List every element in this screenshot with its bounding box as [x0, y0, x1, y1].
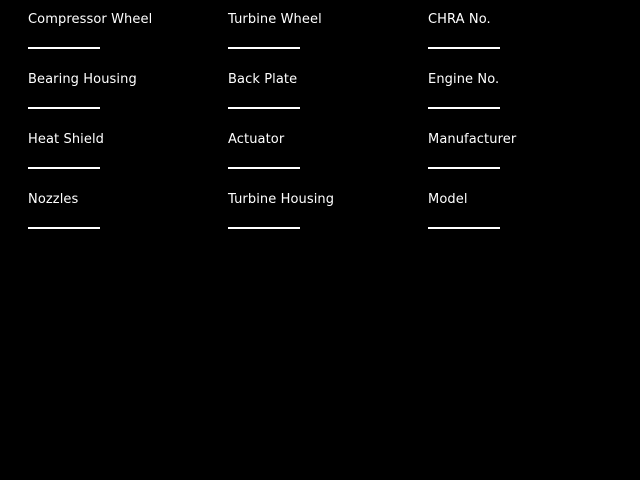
field-model[interactable] — [428, 192, 628, 252]
field-label: CHRA No. — [428, 12, 491, 27]
field-label: Compressor Wheel — [28, 12, 153, 27]
field-label: Turbine Wheel — [228, 12, 322, 27]
field-input-underline[interactable] — [428, 107, 500, 109]
field-input-underline[interactable] — [428, 167, 500, 169]
field-input-underline[interactable] — [28, 107, 100, 109]
field-label: Heat Shield — [28, 132, 105, 147]
field-input-underline[interactable] — [228, 227, 300, 229]
field-back-plate[interactable] — [228, 72, 428, 132]
field-actuator[interactable] — [228, 132, 428, 192]
field-compressor-wheel[interactable] — [28, 12, 228, 72]
field-input-underline[interactable] — [228, 107, 300, 109]
field-input-underline[interactable] — [228, 47, 300, 49]
field-input-underline[interactable] — [428, 227, 500, 229]
field-turbine-housing[interactable] — [228, 192, 428, 252]
field-label: Actuator — [228, 132, 285, 147]
field-nozzles[interactable] — [28, 192, 228, 252]
field-manufacturer[interactable] — [428, 132, 628, 192]
field-grid — [0, 12, 640, 252]
field-label: Manufacturer — [428, 132, 517, 147]
field-label: Bearing Housing — [28, 72, 137, 87]
field-input-underline[interactable] — [428, 47, 500, 49]
field-turbine-wheel[interactable] — [228, 12, 428, 72]
field-engine-no[interactable] — [428, 72, 628, 132]
field-label: Model — [428, 192, 468, 207]
field-chra-no[interactable] — [428, 12, 628, 72]
field-label: Back Plate — [228, 72, 298, 87]
field-bearing-housing[interactable] — [28, 72, 228, 132]
field-heat-shield[interactable] — [28, 132, 228, 192]
field-input-underline[interactable] — [28, 167, 100, 169]
field-label: Engine No. — [428, 72, 500, 87]
field-label: Turbine Housing — [228, 192, 335, 207]
field-input-underline[interactable] — [228, 167, 300, 169]
field-label: Nozzles — [28, 192, 79, 207]
field-input-underline[interactable] — [28, 227, 100, 229]
field-input-underline[interactable] — [28, 47, 100, 49]
